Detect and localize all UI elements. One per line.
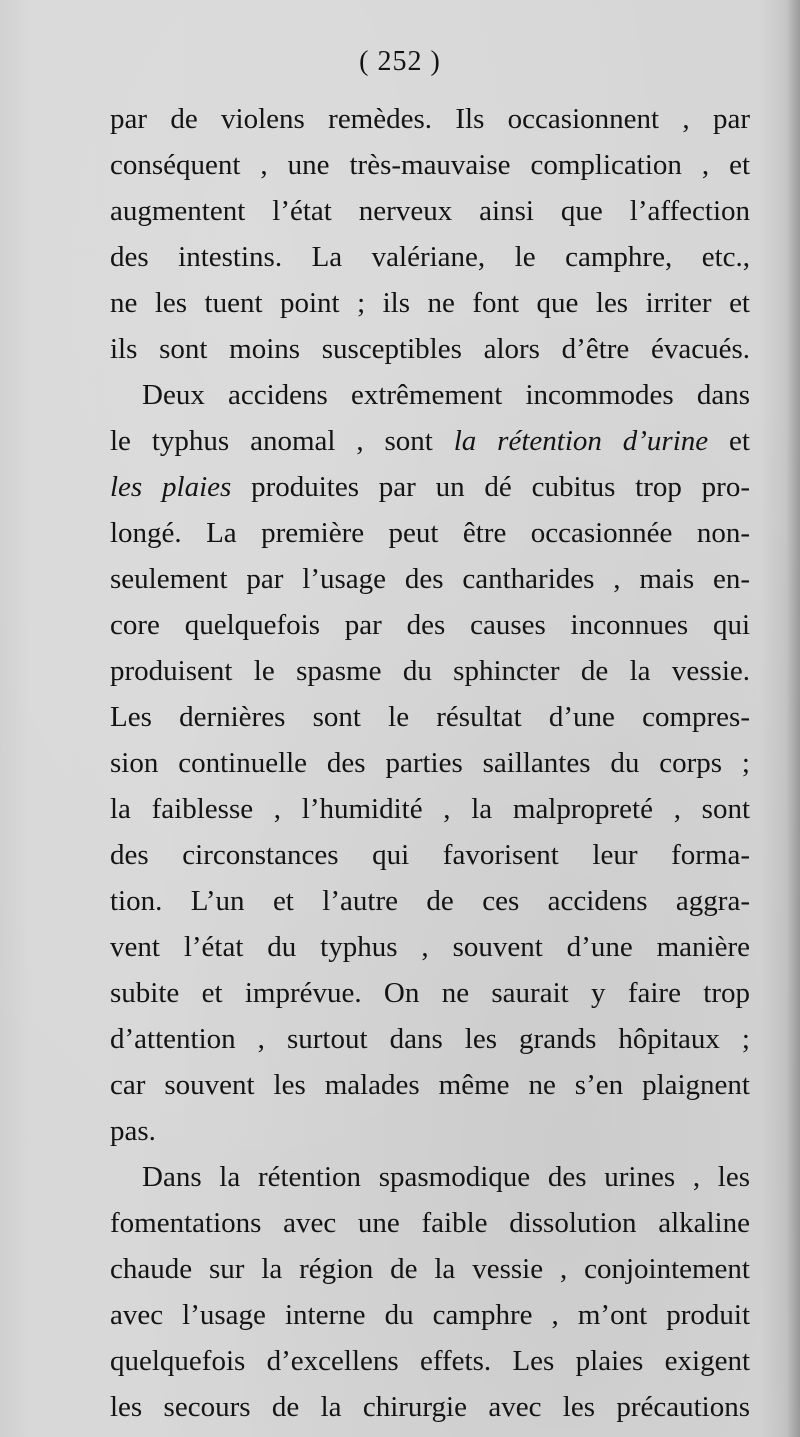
text-line: [110, 234, 750, 280]
italic-text: la rétention d’urine: [453, 425, 709, 457]
text-span: ne les tuent point ; ils ne font que les irriter et: [110, 287, 750, 319]
text-span: augmentent l’état nerveux ainsi que l’affection: [110, 195, 750, 227]
text-line: [110, 786, 750, 832]
text-line: [110, 878, 750, 924]
text-line: [110, 142, 750, 188]
text-span: et: [708, 425, 750, 457]
text-span: subite et imprévue. On ne saurait y faire trop: [110, 977, 750, 1009]
text-line: [110, 1108, 750, 1154]
text-span: longé. La première peut être occasionnée non-: [110, 517, 750, 549]
text-span: des intestins. La valériane, le camphre, etc.,: [110, 241, 750, 273]
text-span: produisent le spasme du sphincter de la vessie.: [110, 655, 750, 687]
text-line: [110, 1200, 750, 1246]
text-span: la faiblesse , l’humidité , la malpropreté , sont: [110, 793, 750, 825]
text-span: des circonstances qui favorisent leur forma-: [110, 839, 750, 871]
text-line: [110, 1062, 750, 1108]
text-span: core quelquefois par des causes inconnues qui: [110, 609, 750, 641]
italic-text: les plaies: [110, 471, 232, 503]
text-line: [110, 280, 750, 326]
text-span: quelquefois d’excellens effets. Les plaies exigent: [110, 1345, 750, 1377]
text-span: ils sont moins susceptibles alors d’être évacués.: [110, 333, 750, 365]
text-span: sion continuelle des parties saillantes du corps ;: [110, 747, 750, 779]
text-line: [110, 1338, 750, 1384]
text-line: [110, 648, 750, 694]
text-span: pas.: [110, 1115, 156, 1147]
text-line: [110, 1016, 750, 1062]
body-text: [110, 96, 750, 1430]
page-edge-shadow: [786, 0, 800, 1437]
text-line: [110, 464, 750, 510]
text-span: Dans la rétention spasmodique des urines , les: [142, 1161, 750, 1193]
text-line: [110, 326, 750, 372]
text-line: [110, 924, 750, 970]
text-line: [110, 372, 750, 418]
text-line: [110, 418, 750, 464]
text-span: vent l’état du typhus , souvent d’une manière: [110, 931, 750, 963]
text-line: [110, 510, 750, 556]
text-span: conséquent , une très-mauvaise complication , et: [110, 149, 750, 181]
text-line: [110, 970, 750, 1016]
text-span: Les dernières sont le résultat d’une compres-: [110, 701, 750, 733]
text-span: fomentations avec une faible dissolution alkaline: [110, 1207, 750, 1239]
text-line: [110, 740, 750, 786]
text-line: [110, 556, 750, 602]
text-span: d’attention , surtout dans les grands hôpitaux ;: [110, 1023, 750, 1055]
text-span: chaude sur la région de la vessie , conjointement: [110, 1253, 750, 1285]
page-number: ( 252 ): [359, 46, 441, 77]
text-span: Deux accidens extrêmement incommodes dans: [142, 379, 750, 411]
text-span: les secours de la chirurgie avec les précautions: [110, 1391, 750, 1423]
text-line: [110, 694, 750, 740]
text-span: seulement par l’usage des cantharides , mais en-: [110, 563, 750, 595]
text-line: [110, 1154, 750, 1200]
text-line: [110, 96, 750, 142]
text-line: [110, 188, 750, 234]
text-span: produites par un dé cubitus trop pro-: [231, 471, 750, 503]
text-span: le typhus anomal , sont: [110, 425, 454, 457]
text-span: car souvent les malades même ne s’en plaignent: [110, 1069, 750, 1101]
text-line: [110, 832, 750, 878]
text-span: avec l’usage interne du camphre , m’ont produit: [110, 1299, 750, 1331]
text-line: [110, 602, 750, 648]
text-span: par de violens remèdes. Ils occasionnent , par: [110, 103, 750, 135]
text-line: [110, 1292, 750, 1338]
text-line: [110, 1246, 750, 1292]
text-span: tion. L’un et l’autre de ces accidens aggra-: [110, 885, 750, 917]
text-line: [110, 1384, 750, 1430]
